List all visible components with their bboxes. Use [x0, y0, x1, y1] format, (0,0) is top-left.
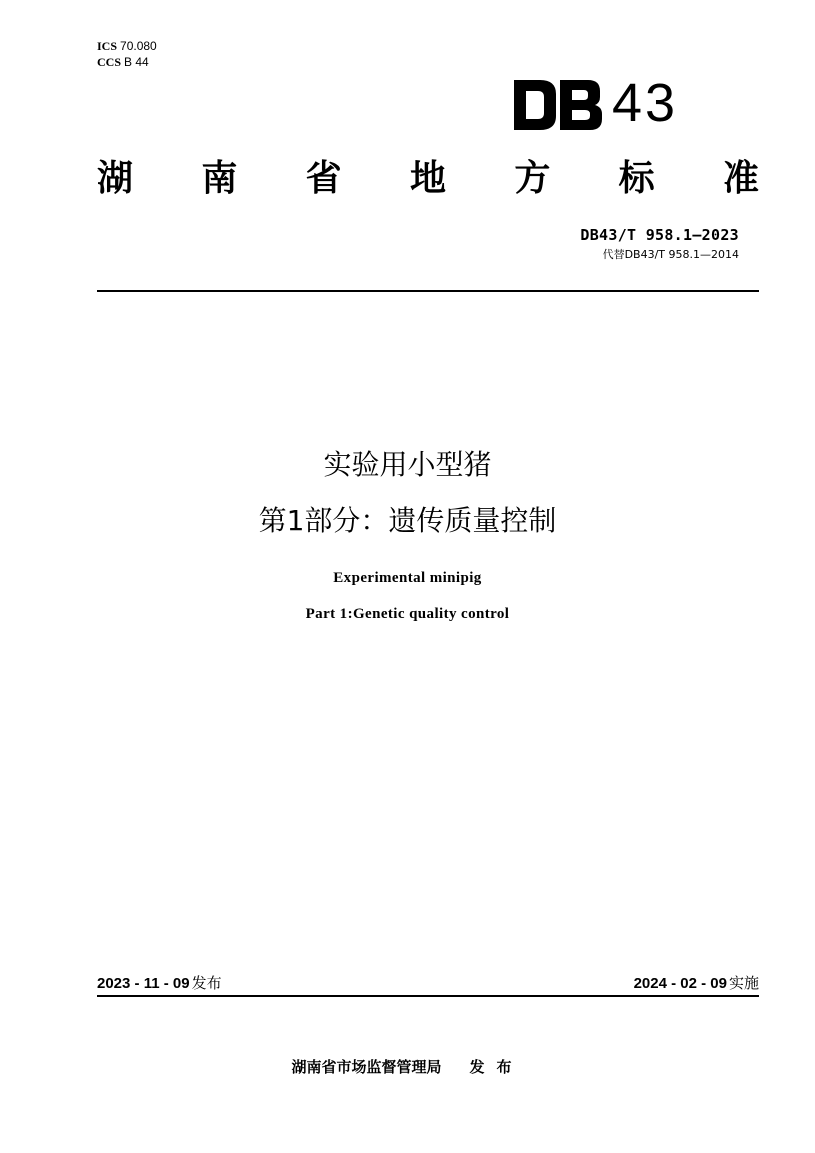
issuer-name: 湖南省市场监督管理局 [291, 1058, 442, 1076]
implementation-date [634, 973, 759, 994]
header-char: 省 [305, 157, 342, 199]
header-char: 准 [722, 157, 759, 199]
implementation-date-value: 2024 - 02 - 09 [633, 975, 727, 992]
document-title [0, 437, 815, 549]
title-line-1: 实验用小型猪 [323, 448, 492, 481]
header-char: 标 [618, 157, 655, 199]
top-divider [97, 290, 759, 292]
title-line-2: 第1部分：遗传质量控制 [258, 504, 557, 537]
issue-date [97, 973, 222, 994]
issue-date-value: 2023 - 11 - 09 [97, 975, 190, 992]
issuing-authority [0, 1057, 815, 1077]
header-char: 方 [514, 157, 551, 199]
ccs-code: CCS B 44 [97, 55, 149, 69]
standard-type-title [97, 152, 759, 198]
db-logo-letters [514, 80, 602, 130]
english-title [0, 560, 815, 632]
english-title-line-1: Experimental minipig [333, 570, 482, 586]
header-char: 地 [409, 157, 446, 199]
english-title-line-2: Part 1:Genetic quality control [305, 606, 510, 622]
implementation-date-label: 实施 [728, 974, 759, 992]
standard-number: DB43/T 958.1—2023 [580, 226, 739, 244]
replaced-standard: 代替DB43/T 958.1—2014 [602, 248, 739, 261]
classification-codes [97, 38, 157, 70]
issuer-action: 发布 [469, 1058, 524, 1076]
db-logo [514, 73, 679, 133]
ics-code: ICS 70.080 [97, 39, 157, 53]
header-char: 湖 [97, 157, 134, 199]
standard-number-block [580, 225, 739, 263]
issue-date-label: 发布 [191, 974, 222, 992]
bottom-divider [97, 995, 759, 997]
header-char: 南 [201, 157, 238, 199]
db-logo-number: 43 [612, 73, 679, 133]
